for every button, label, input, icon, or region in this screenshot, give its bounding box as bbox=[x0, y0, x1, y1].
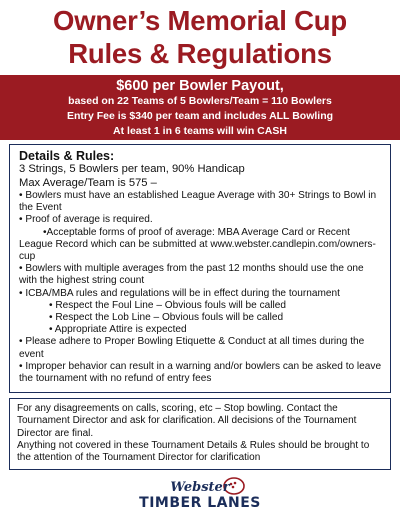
rules-heading: Details & Rules: bbox=[19, 149, 115, 163]
rules-max-average: Max Average/Team is 575 – bbox=[19, 176, 157, 189]
rule-item: • Proof of average is required. bbox=[19, 214, 153, 226]
rule-item: • ICBA/MBA rules and regulations will be in effect during the tournament bbox=[19, 287, 340, 299]
rule-item-text: •Acceptable forms of proof of average: MBA Average Card or Recent League Record which can be submitted at www.webster.candlepin.com/owners-cup bbox=[19, 226, 376, 263]
payout-headline: $600 per Bowler Payout, bbox=[116, 78, 284, 94]
rule-item bbox=[19, 227, 383, 264]
rule-item: • Please adhere to Proper Bowling Etiquette & Conduct at all times during the event bbox=[19, 336, 365, 360]
rule-item: • Respect the Lob Line – Obvious fouls will be called bbox=[49, 312, 284, 324]
win-odds: At least 1 in 6 teams will win CASH bbox=[113, 125, 287, 137]
rule-item: • Respect the Foul Line – Obvious fouls will be called bbox=[49, 299, 286, 311]
rule-item: • Bowlers with multiple averages from the past 12 months should use the one with the highest string count bbox=[19, 263, 364, 287]
logo-name: TIMBER LANES bbox=[139, 495, 261, 511]
webster-timber-lanes-logo bbox=[0, 474, 400, 517]
title-line-2: Rules & Regulations bbox=[68, 38, 332, 69]
payout-banner bbox=[0, 75, 400, 140]
rules-box bbox=[9, 144, 391, 393]
title-line-1: Owner’s Memorial Cup bbox=[53, 5, 347, 36]
entry-fee: Entry Fee is $340 per team and includes ALL Bowling bbox=[66, 110, 334, 122]
disputes-box bbox=[9, 398, 391, 470]
rule-item: • Improper behavior can result in a warning and/or bowlers can be asked to leave the tournament with no refund of entry fees bbox=[19, 360, 382, 385]
uncovered-text: Anything not covered in these Tournament Details & Rules should be brought to the attention of the Tournament Director for clarification bbox=[17, 439, 370, 464]
disputes-text: For any disagreements on calls, scoring, etc – Stop bowling. Contact the Tournament Director and ask for clarification. All decisions of the Tournament Director are final. bbox=[17, 403, 357, 439]
logo-script: Webster bbox=[170, 480, 230, 495]
rules-format: 3 Strings, 5 Bowlers per team, 90% Handicap bbox=[19, 163, 245, 175]
page-title bbox=[0, 0, 400, 70]
rule-item: • Appropriate Attire is expected bbox=[49, 324, 187, 336]
team-basis: based on 22 Teams of 5 Bowlers/Team = 110 Bowlers bbox=[68, 95, 332, 107]
rule-item: • Bowlers must have an established League Average with 30+ Strings to Bowl in the Event bbox=[19, 190, 377, 214]
